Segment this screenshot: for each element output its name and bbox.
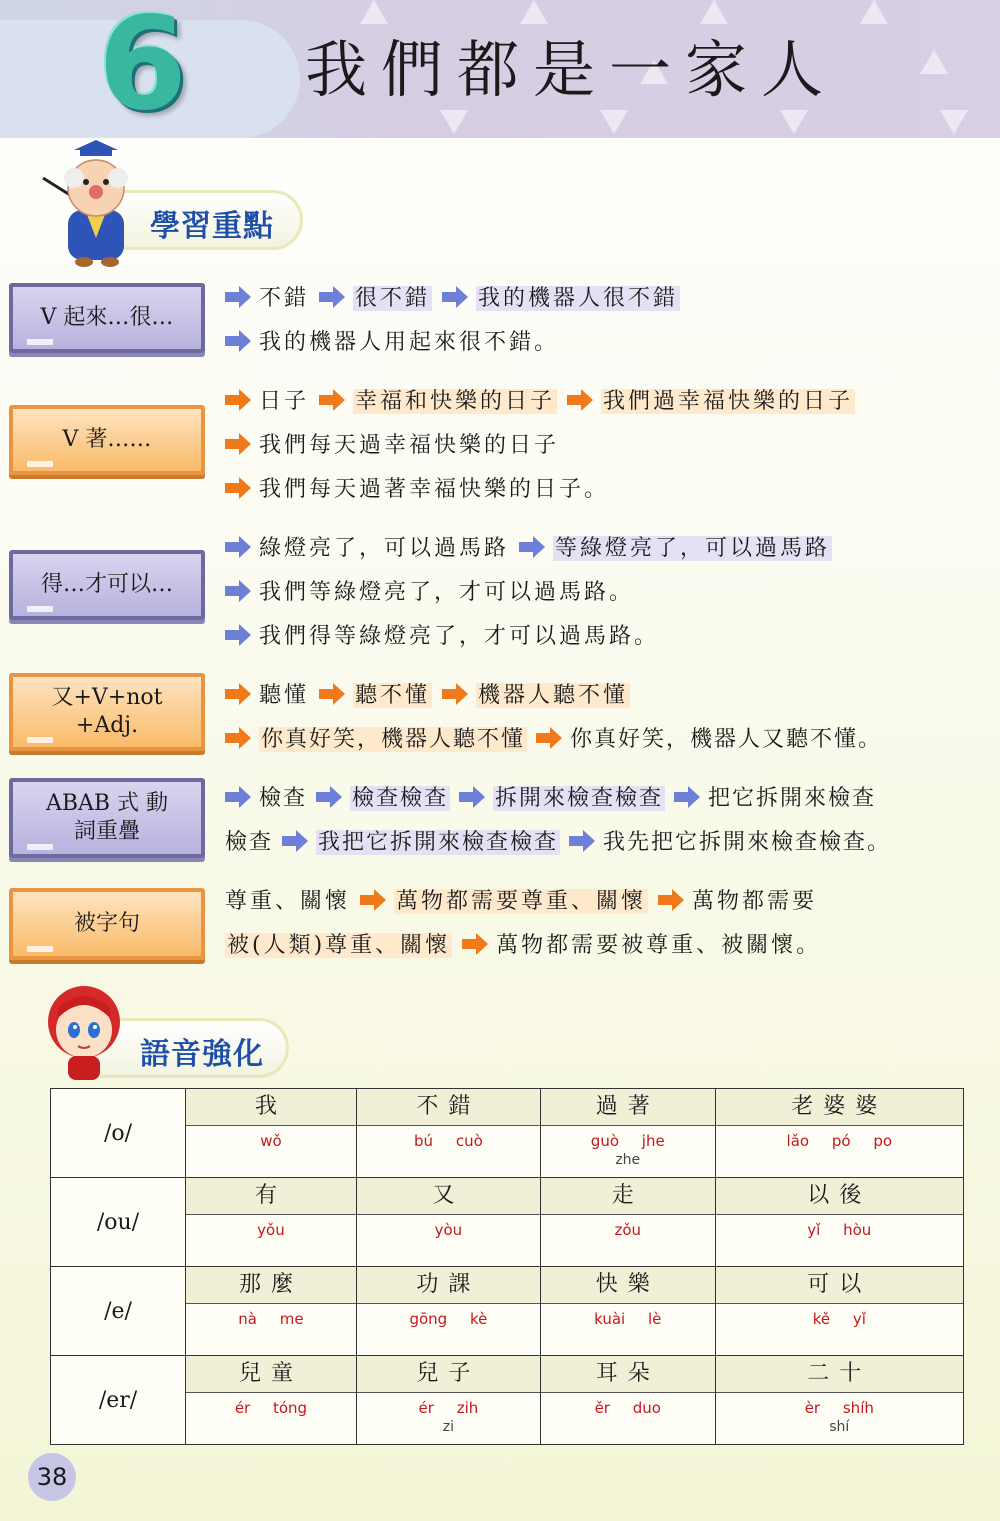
- pattern-2-line-2: 我們每天過幸福快樂的日子: [225, 428, 559, 464]
- blue-arrow-icon: [225, 536, 251, 558]
- pattern-5-line-2: 檢查 我把它拆開來檢查檢查 我先把它拆開來檢查檢查。: [225, 830, 892, 855]
- pattern-6-line-1: 尊重、關懷 萬物都需要尊重、關懷 萬物都需要: [225, 889, 818, 914]
- word-cell: 耳朵 ěr duo: [540, 1356, 715, 1445]
- sound-label: /ou/: [51, 1178, 186, 1267]
- pattern-6-line-2: 被(人類)尊重、關懷 萬物都需要被尊重、被關懷。: [227, 933, 822, 958]
- pronunciation-table: [50, 1088, 964, 1445]
- orange-arrow-icon: [462, 933, 488, 955]
- orange-arrow-icon: [319, 683, 345, 705]
- word-cell: 那麼 nà me: [186, 1267, 357, 1356]
- orange-arrow-icon: [536, 727, 562, 749]
- pattern-2-line-1: 日子 幸福和快樂的日子 我們過幸福快樂的日子: [225, 384, 855, 420]
- sound-label: /o/: [51, 1089, 186, 1178]
- pattern-board-abab: ABAB 式 動詞重疊: [9, 778, 205, 858]
- pattern-4-line-2: 你真好笑，機器人聽不懂 你真好笑，機器人又聽不懂。: [225, 722, 882, 758]
- table-row: [51, 1267, 964, 1356]
- lesson-title: 我們都是一家人: [305, 33, 838, 106]
- orange-arrow-icon: [567, 389, 593, 411]
- pattern-2-line-3: 我們每天過著幸福快樂的日子。: [225, 472, 609, 508]
- blue-arrow-icon: [319, 286, 345, 308]
- word-cell: 又 yòu: [356, 1178, 540, 1267]
- word-cell: 功課 gōng kè: [356, 1267, 540, 1356]
- lesson-header: [0, 0, 1000, 138]
- orange-arrow-icon: [225, 433, 251, 455]
- blue-arrow-icon: [225, 330, 251, 352]
- pattern-3-line-1: 綠燈亮了，可以過馬路 等綠燈亮了，可以過馬路: [225, 531, 832, 567]
- orange-arrow-icon: [225, 477, 251, 499]
- table-row: [51, 1356, 964, 1445]
- orange-arrow-icon: [225, 389, 251, 411]
- orange-arrow-icon: [225, 683, 251, 705]
- table-row: [51, 1178, 964, 1267]
- blue-arrow-icon: [519, 536, 545, 558]
- pattern-3-line-3: 我們得等綠燈亮了，才可以過馬路。: [225, 619, 659, 655]
- word-cell: 以後 yǐ hòu: [715, 1178, 963, 1267]
- blue-arrow-icon: [459, 786, 485, 808]
- blue-arrow-icon: [282, 830, 308, 852]
- blue-arrow-icon: [442, 286, 468, 308]
- orange-arrow-icon: [225, 727, 251, 749]
- word-cell: 老婆婆 lǎo pó po: [715, 1089, 963, 1178]
- blue-arrow-icon: [674, 786, 700, 808]
- blue-arrow-icon: [569, 830, 595, 852]
- pattern-board-bei: 被字句: [9, 888, 205, 960]
- pattern-board-zhe: V 著……: [9, 405, 205, 475]
- pattern-board-dei-cai: 得…才可以…: [9, 550, 205, 620]
- pattern-5-line-1: 檢查 檢查檢查 拆開來檢查檢查 把它拆開來檢查: [225, 781, 876, 817]
- section-title: 學習重點: [150, 209, 274, 244]
- blue-arrow-icon: [225, 624, 251, 646]
- sound-label: /e/: [51, 1267, 186, 1356]
- word-cell: 過著 guò jhe zhe: [540, 1089, 715, 1178]
- word-cell: 走 zǒu: [540, 1178, 715, 1267]
- blue-arrow-icon: [225, 580, 251, 602]
- table-row: [51, 1089, 964, 1178]
- orange-arrow-icon: [658, 889, 684, 911]
- word-cell: 二十 èr shíh shí: [715, 1356, 963, 1445]
- word-cell: 兒子 ér zih zi: [356, 1356, 540, 1445]
- word-cell: 快樂 kuài lè: [540, 1267, 715, 1356]
- sound-label: /er/: [51, 1356, 186, 1445]
- girl-mascot-icon: [40, 978, 130, 1084]
- pattern-4-line-1: 聽懂 聽不懂 機器人聽不懂: [225, 678, 630, 714]
- section-title: 語音強化: [140, 1037, 264, 1072]
- word-cell: 有 yǒu: [186, 1178, 357, 1267]
- blue-arrow-icon: [225, 786, 251, 808]
- word-cell: 兒童 ér tóng: [186, 1356, 357, 1445]
- orange-arrow-icon: [360, 889, 386, 911]
- word-cell: 可以 kě yǐ: [715, 1267, 963, 1356]
- word-cell: 我 wǒ: [186, 1089, 357, 1178]
- pattern-3-line-2: 我們等綠燈亮了，才可以過馬路。: [225, 575, 634, 611]
- pattern-board-qilai: V 起來…很…: [9, 283, 205, 353]
- pattern-1-line-2: 我的機器人用起來很不錯。: [225, 325, 559, 361]
- lesson-number: 6: [98, 0, 188, 139]
- blue-arrow-icon: [225, 286, 251, 308]
- word-cell: 不錯 bú cuò: [356, 1089, 540, 1178]
- blue-arrow-icon: [316, 786, 342, 808]
- page-number: 38: [28, 1453, 76, 1501]
- teacher-mascot-icon: [38, 138, 148, 268]
- orange-arrow-icon: [319, 389, 345, 411]
- pattern-1-line-1: 不錯 很不錯 我的機器人很不錯: [225, 281, 680, 317]
- pattern-board-you-not: 又+V+not +Adj.: [9, 673, 205, 751]
- orange-arrow-icon: [442, 683, 468, 705]
